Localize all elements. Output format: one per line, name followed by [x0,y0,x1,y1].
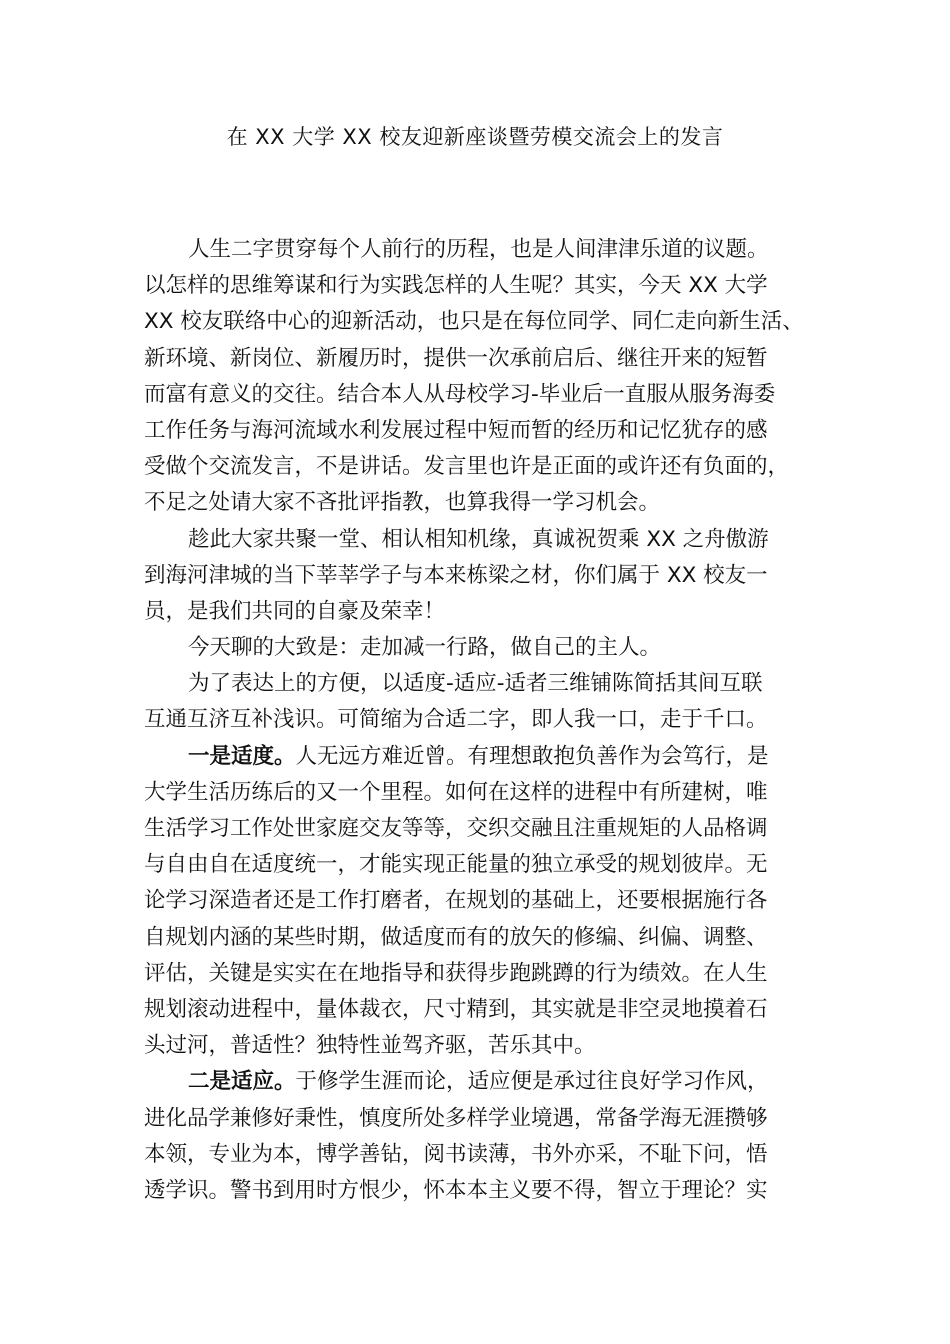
line-text: 以怎样的思维筹谋和行为实践怎样的人生呢？其实，今天 XX 大学 [144,273,768,299]
text-line [144,377,816,413]
line-text: 受做个交流发言，不是讲话。发言里也许是正面的或许还有负面的， [144,454,790,480]
line-text: 人无远方难近曾。有理想敢抱负善作为会笃行，是 [295,743,769,769]
line-text: 不足之处请大家不吝批评指教，也算我得一学习机会。 [144,490,661,516]
section-heading: 一是适度。 [188,743,296,769]
text-line [144,558,816,594]
document-body [144,232,816,1209]
line-text: 进化品学兼修好秉性，慎度所处多样学业境遇，常备学海无涯攒够 [144,1105,768,1131]
line-text: 为了表达上的方便，以适度-适应-适者三维铺陈简括其间互联 [188,671,763,697]
line-text: 与自由自在适度统一，才能实现正能量的独立承受的规划彼岸。无 [144,852,768,878]
text-line [144,341,816,377]
text-line [144,268,816,304]
line-text: XX 校友联络中心的迎新活动，也只是在每位同学、同仁走向新生活、 [144,309,804,335]
text-line [144,304,816,340]
text-line [144,883,816,919]
line-text: 于修学生涯而论，适应便是承过往良好学习作风， [295,1069,769,1095]
text-line [144,232,816,268]
line-text: 人生二字贯穿每个人前行的历程，也是人间津津乐道的议题。 [188,237,769,262]
line-text: 今天聊的大致是：走加减一行路，做自己的主人。 [188,635,662,661]
text-line [144,920,816,956]
document-title: 在 XX 大学 XX 校友迎新座谈暨劳模交流会上的发言 [226,125,724,149]
text-line [144,811,816,847]
text-line [144,594,816,630]
text-line [144,449,816,485]
line-text: 而富有意义的交往。结合本人从母校学习-毕业后一直服从服务海委 [144,381,776,407]
line-text: 生活学习工作处世家庭交友等等，交织交融且注重规矩的人品格调 [144,816,768,841]
text-line [144,1137,816,1173]
line-text: 本领，专业为本，博学善钻，阅书读薄，书外亦采，不耻下问，悟 [144,1141,768,1167]
line-text: 趁此大家共聚一堂、相认相知机缘，真诚祝贺乘 XX 之舟傲游 [188,526,769,552]
line-text: 工作任务与海河流域水利发展过程中短而暂的经历和记忆犹存的感 [144,417,768,443]
text-line [144,702,816,738]
line-text: 评估，关键是实实在在地指导和获得步跑跳蹲的行为绩效。在人生 [144,960,768,986]
text-line [144,485,816,521]
text-line [144,1173,816,1209]
line-text: 大学生活历练后的又一个里程。如何在这样的进程中有所建树，唯 [144,779,768,805]
line-text: 透学识。警书到用时方恨少，怀本本主义要不得，智立于理论？实 [144,1177,768,1203]
line-text: 论学习深造者还是工作打磨者，在规划的基础上，还要根据施行各 [144,888,768,914]
text-line [144,522,816,558]
line-text: 新环境、新岗位、新履历时，提供一次承前启后、继往开来的短暂 [144,345,768,371]
line-text: 自规划内涵的某些时期，做适度而有的放矢的修编、纠偏、调整、 [144,924,768,950]
text-line [144,992,816,1028]
text-line [144,1101,816,1137]
text-line [144,775,816,811]
text-line [144,847,816,883]
text-line [144,739,816,775]
text-line [144,630,816,666]
line-text: 互通互济互补浅识。可简缩为合适二字，即人我一口，走于千口。 [144,707,768,733]
line-text: 员，是我们共同的自豪及荣幸！ [144,598,446,624]
text-line [144,666,816,702]
text-line [144,1028,816,1064]
text-line [144,1064,816,1100]
line-text: 到海河津城的当下莘莘学子与本来栋梁之材，你们属于 XX 校友一 [144,562,768,588]
line-text: 头过河，普适性？独特性並驾齐驱，苦乐其中。 [144,1033,596,1059]
text-line [144,956,816,992]
line-text: 规划滚动进程中，量体裁衣，尺寸精到，其实就是非空灵地摸着石 [144,996,768,1022]
text-line [144,413,816,449]
section-heading: 二是适应。 [188,1069,296,1095]
